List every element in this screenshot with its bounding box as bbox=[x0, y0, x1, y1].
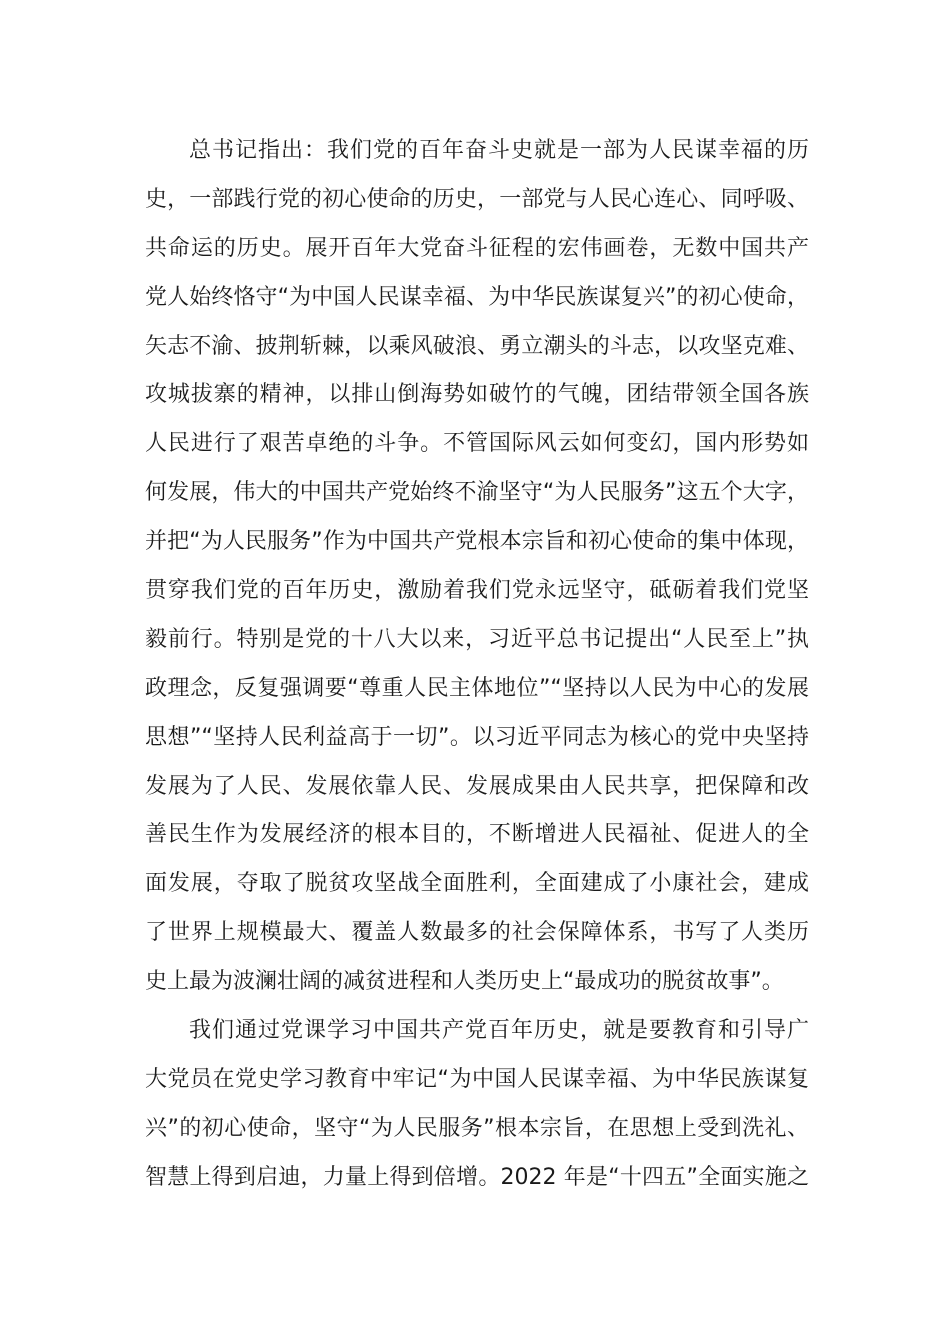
paragraph-1-line-9: 并把“为人民服务”作为中国共产党根本宗旨和初心使命的集中体现， bbox=[145, 529, 809, 555]
paragraph-1-line-2: 史，一部践行党的初心使命的历史，一部党与人民心连心、同呼吸、 bbox=[145, 186, 809, 212]
body-text bbox=[145, 127, 809, 1203]
paragraph-2-line-1: 我们通过党课学习中国共产党百年历史，就是要教育和引导广 bbox=[189, 1018, 809, 1044]
paragraph-1-line-17: 了世界上规模最大、覆盖人数最多的社会保障体系，书写了人类历 bbox=[145, 920, 809, 946]
paragraph-1-line-18: 史上最为波澜壮阔的减贫进程和人类历史上“最成功的脱贫故事”。 bbox=[145, 969, 784, 995]
paragraph-1-line-15: 善民生作为发展经济的根本目的，不断增进人民福祉、促进人的全 bbox=[145, 822, 809, 848]
paragraph-1-line-16: 面发展，夺取了脱贫攻坚战全面胜利，全面建成了小康社会，建成 bbox=[145, 871, 809, 897]
paragraph-1-line-7: 人民进行了艰苦卓绝的斗争。不管国际风云如何变幻，国内形势如 bbox=[145, 431, 809, 457]
paragraph-1-line-14: 发展为了人民、发展依靠人民、发展成果由人民共享，把保障和改 bbox=[145, 773, 809, 799]
paragraph-2-line-2: 大党员在党史学习教育中牢记“为中国人民谋幸福、为中华民族谋复 bbox=[145, 1066, 809, 1092]
paragraph-1-line-4: 党人始终恪守“为中国人民谋幸福、为中华民族谋复兴”的初心使命， bbox=[145, 284, 809, 310]
paragraph-2-line-3: 兴”的初心使命，坚守“为人民服务”根本宗旨，在思想上受到洗礼、 bbox=[145, 1115, 809, 1141]
paragraph-1-line-13: 思想”“坚持人民利益高于一切”。以习近平同志为核心的党中央坚持 bbox=[145, 724, 809, 750]
paragraph-1-line-8: 何发展，伟大的中国共产党始终不渝坚守“为人民服务”这五个大字， bbox=[145, 480, 809, 506]
paragraph-1-line-11: 毅前行。特别是党的十八大以来，习近平总书记提出“人民至上”执 bbox=[145, 626, 809, 652]
paragraph-1-line-10: 贯穿我们党的百年历史，激励着我们党永远坚守，砥砺着我们党坚 bbox=[145, 578, 809, 604]
paragraph-1-line-12: 政理念，反复强调要“尊重人民主体地位”“坚持以人民为中心的发展 bbox=[145, 675, 809, 701]
paragraph-1-line-3: 共命运的历史。展开百年大党奋斗征程的宏伟画卷，无数中国共产 bbox=[145, 235, 809, 261]
paragraph-1-line-5: 矢志不渝、披荆斩棘，以乘风破浪、勇立潮头的斗志，以攻坚克难、 bbox=[145, 333, 809, 359]
paragraph-1-line-6: 攻城拔寨的精神，以排山倒海势如破竹的气魄，团结带领全国各族 bbox=[145, 382, 809, 408]
paragraph-2-line-4: 智慧上得到启迪，力量上得到倍增。2022 年是“十四五”全面实施之 bbox=[145, 1164, 809, 1190]
paragraph-1-line-1: 总书记指出：我们党的百年奋斗史就是一部为人民谋幸福的历 bbox=[189, 138, 809, 163]
